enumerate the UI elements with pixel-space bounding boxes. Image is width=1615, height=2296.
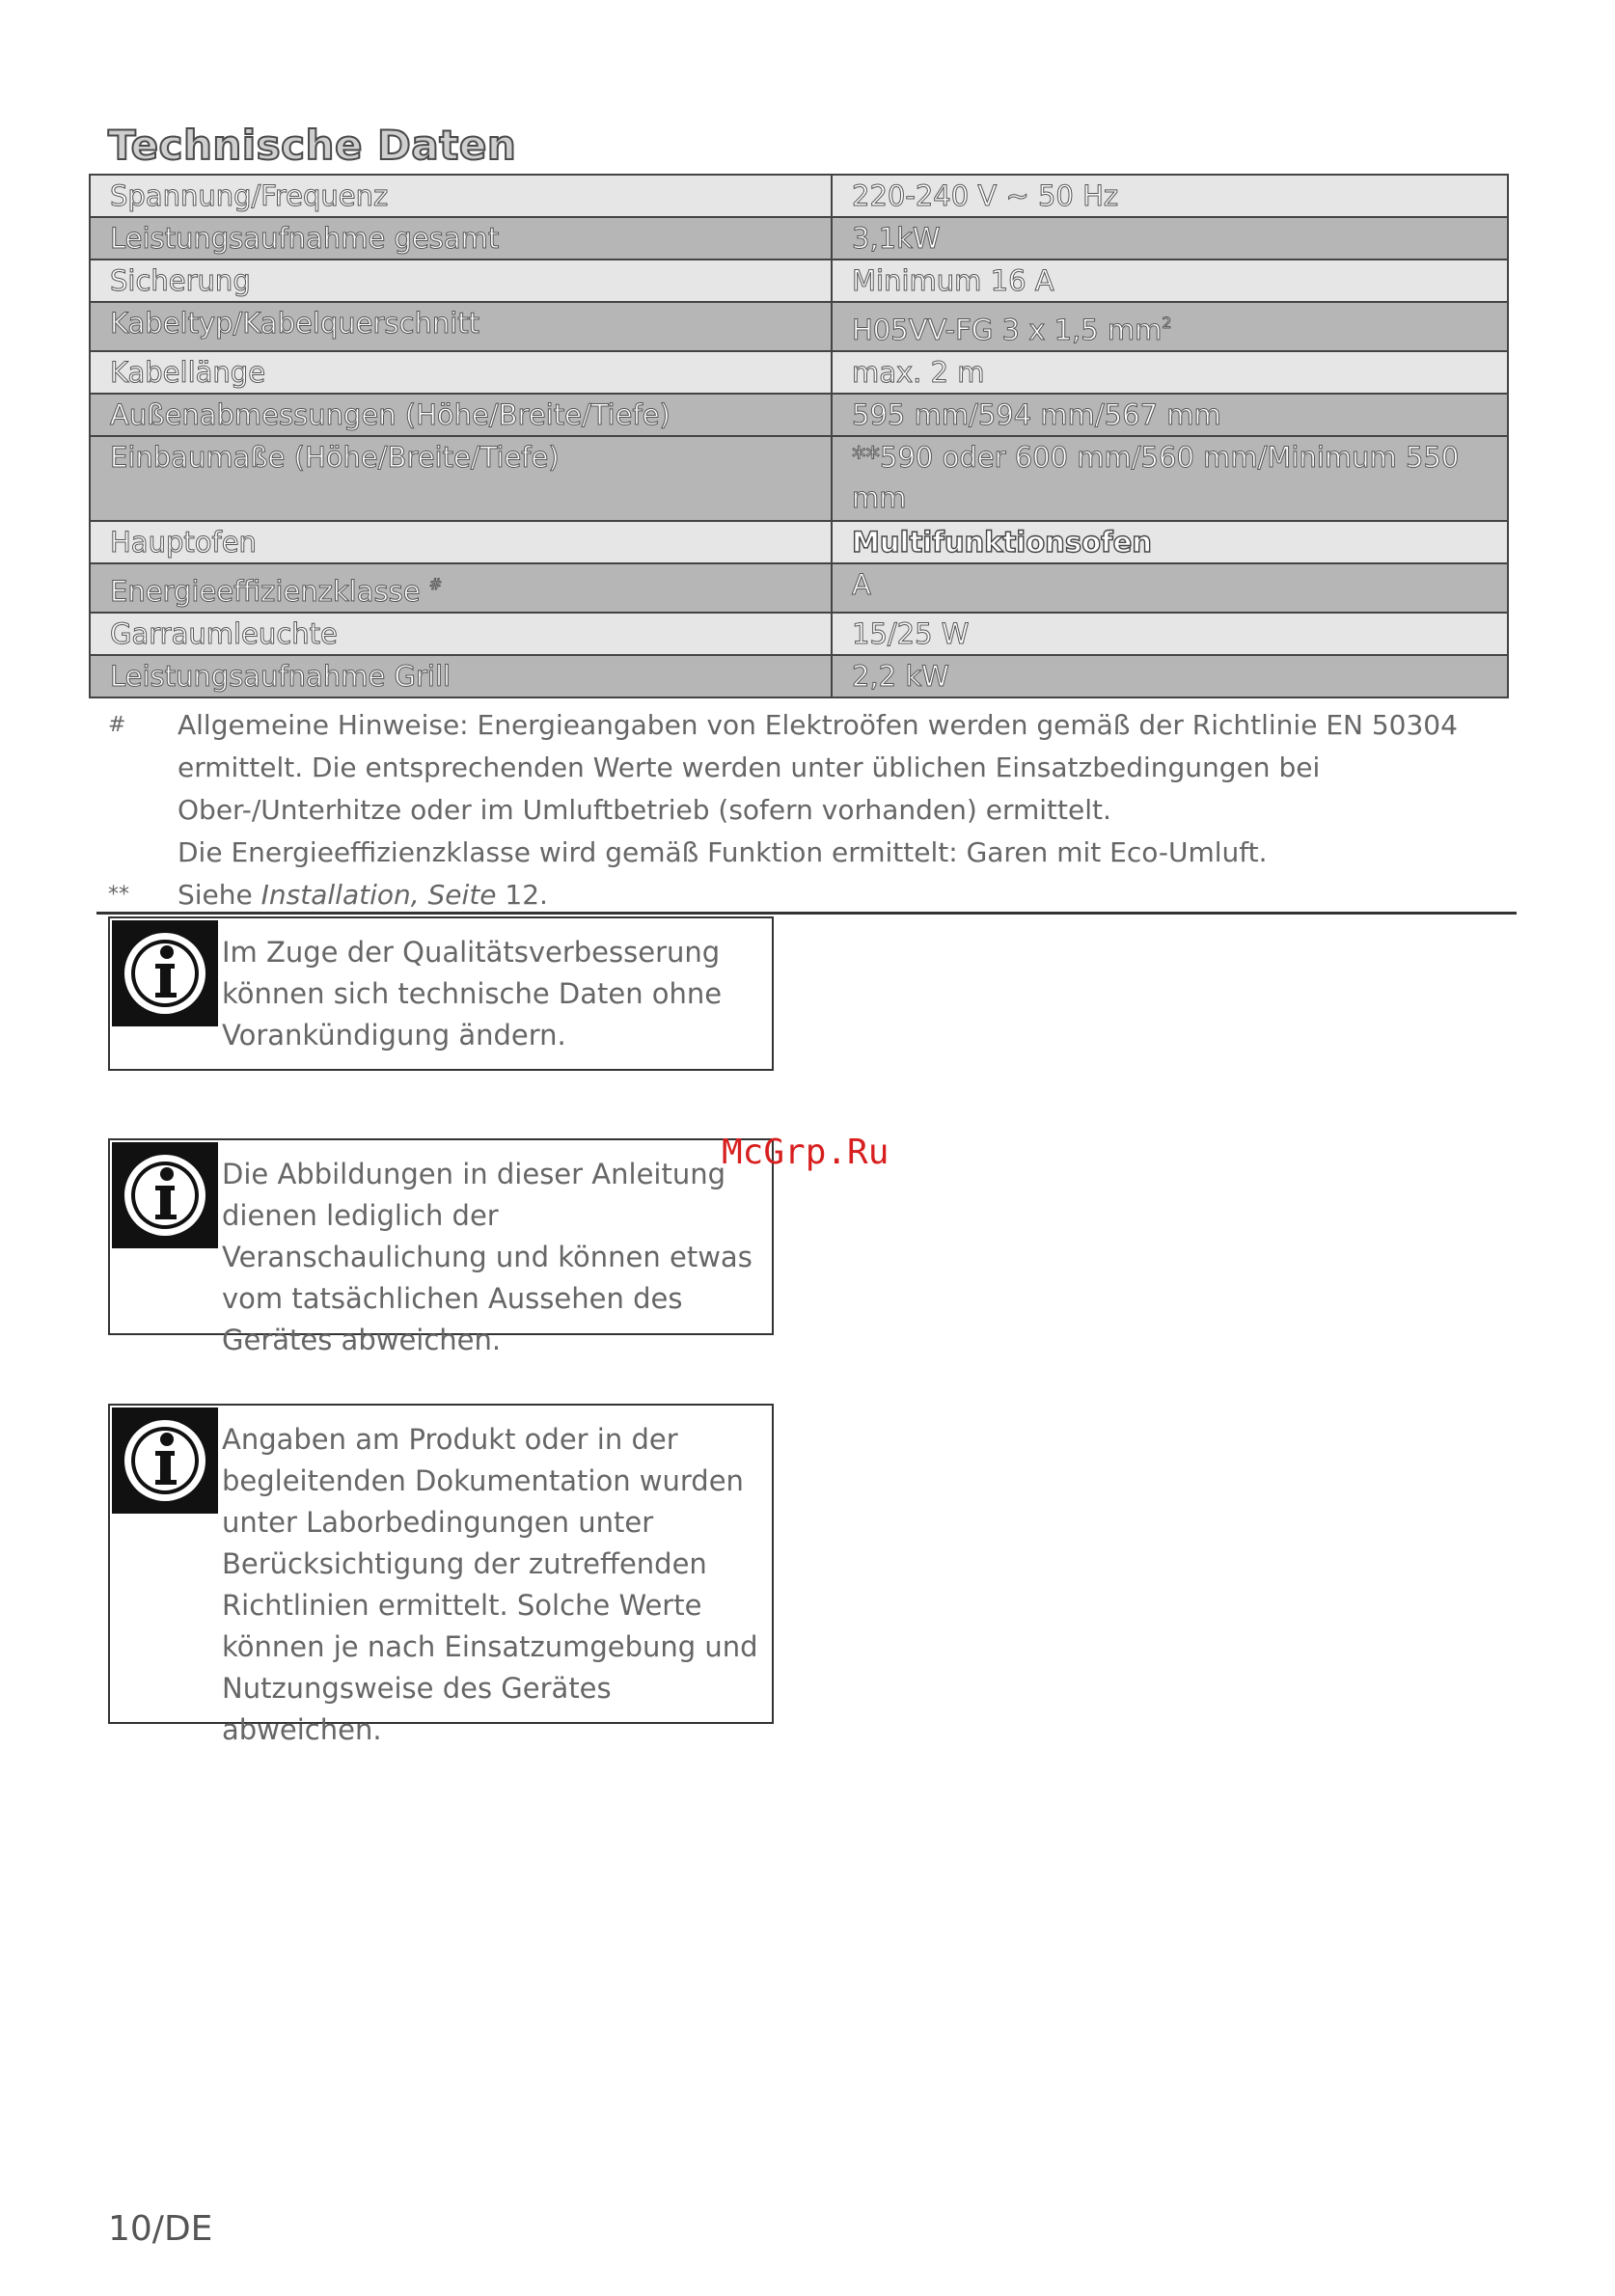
table-row xyxy=(90,436,1508,521)
table-row xyxy=(90,563,1508,613)
tech-specs-table xyxy=(89,174,1509,698)
table-row xyxy=(90,394,1508,436)
footnotes xyxy=(108,704,1507,916)
table-row xyxy=(90,655,1508,697)
footnote xyxy=(108,704,1507,874)
divider xyxy=(96,912,1517,915)
info-icon xyxy=(112,1408,218,1514)
spec-value: 3,1kW xyxy=(832,217,1508,260)
spec-label: Leistungsaufnahme gesamt xyxy=(90,217,832,260)
spec-label: Sicherung xyxy=(90,260,832,302)
info-box xyxy=(108,1404,774,1746)
info-text: Angaben am Produkt oder in der begleitenden Dokumentation wurden unter Laborbedingungen unter Berücksichtigung der zutreffenden Richtlinien ermittelt. Solche Werte können je nach Einsatzumgebung und Nutzungsweise des Gerätes abweichen. xyxy=(222,1423,758,1746)
footnote-text: Die Energieeffizienzklasse wird gemäß Funktion ermittelt: Garen mit Eco-Umluft. xyxy=(178,836,1268,868)
spec-label: Hauptofen xyxy=(90,521,832,563)
info-box xyxy=(108,1138,774,1356)
table-row xyxy=(90,260,1508,302)
spec-value: 220-240 V ~ 50 Hz xyxy=(832,175,1508,217)
table-row xyxy=(90,351,1508,394)
spec-label: Kabellänge xyxy=(90,351,832,394)
spec-label-cell xyxy=(90,563,832,613)
spec-label: Außenabmessungen (Höhe/Breite/Tiefe) xyxy=(90,394,832,436)
spec-value: 2,2 kW xyxy=(832,655,1508,697)
page-number: 10/DE xyxy=(108,2209,213,2249)
table-row xyxy=(90,302,1508,351)
footnote-text: 12. xyxy=(496,879,548,911)
footnote xyxy=(108,874,1507,916)
spec-label: Kabeltyp/Kabelquerschnitt xyxy=(90,302,832,351)
info-icon xyxy=(112,920,218,1026)
watermark: McGrp.Ru xyxy=(722,1133,890,1172)
info-text: Im Zuge der Qualitätsverbesserung können sich technische Daten ohne Vorankündigung ändern. xyxy=(222,936,723,1052)
spec-value: **590 oder 600 mm/560 mm/Minimum 550 mm xyxy=(832,436,1508,521)
info-icon xyxy=(112,1142,218,1248)
table-row xyxy=(90,613,1508,655)
spec-label: Leistungsaufnahme Grill xyxy=(90,655,832,697)
superscript: 2 xyxy=(1162,314,1172,332)
table-row xyxy=(90,521,1508,563)
spec-label: Spannung/Frequenz xyxy=(90,175,832,217)
superscript: # xyxy=(428,575,443,593)
footnote-reference: Installation, Seite xyxy=(260,879,497,911)
footnote-mark: # xyxy=(108,713,126,737)
table-row xyxy=(90,217,1508,260)
page-title: Technische Daten xyxy=(108,122,517,169)
footnote-text: Allgemeine Hinweise: Energieangaben von Elektroöfen werden gemäß der Richtlinie EN 50304 ermittelt. Die entsprechenden Werte werden unter üblichen Einsatzbedingungen bei Ober-/Unterhitze oder im Umluftbetrieb (sofern vorhanden) ermittelt. xyxy=(178,709,1458,826)
spec-label: Einbaumaße (Höhe/Breite/Tiefe) xyxy=(90,436,832,521)
spec-value-cell xyxy=(832,302,1508,351)
spec-value: H05VV-FG 3 x 1,5 mm xyxy=(852,314,1163,346)
info-box xyxy=(108,916,774,1071)
spec-value: Minimum 16 A xyxy=(832,260,1508,302)
spec-label: Energieeffizienzklasse xyxy=(110,575,421,608)
spec-value: 595 mm/594 mm/567 mm xyxy=(832,394,1508,436)
footnote-mark: ** xyxy=(108,883,129,907)
info-text: Die Abbildungen in dieser Anleitung dienen lediglich der Veranschaulichung und können etwas vom tatsächlichen Aussehen des Gerätes abweichen. xyxy=(222,1158,753,1356)
spec-value: 15/25 W xyxy=(832,613,1508,655)
spec-value: Multifunktionsofen xyxy=(832,521,1508,563)
spec-label: Garraumleuchte xyxy=(90,613,832,655)
spec-value: A xyxy=(832,563,1508,613)
table-row xyxy=(90,175,1508,217)
spec-value: max. 2 m xyxy=(832,351,1508,394)
footnote-text: Siehe xyxy=(178,879,261,911)
